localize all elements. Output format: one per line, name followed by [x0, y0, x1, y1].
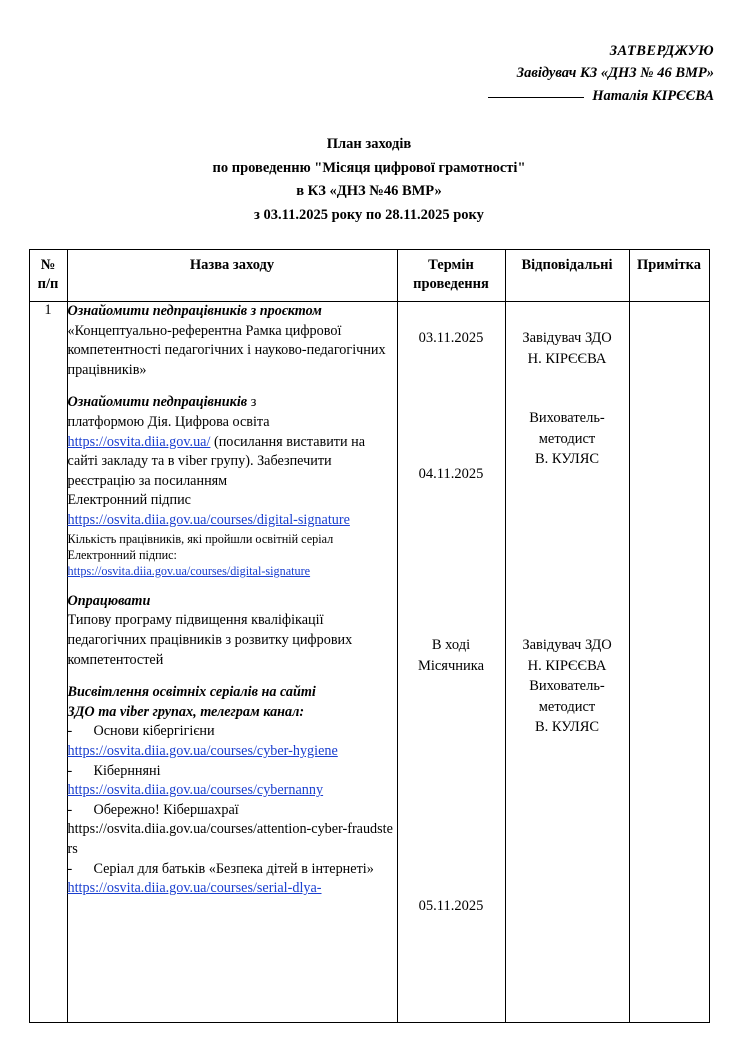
title-line-1: План заходів [326, 136, 412, 153]
row-terms [397, 302, 505, 1023]
activity-2-link3-row [68, 563, 397, 579]
bullet-2-label: Кібернняні [93, 762, 161, 779]
responsible-1 [506, 328, 629, 369]
row-responsible [505, 302, 629, 1023]
term-3 [398, 635, 505, 676]
activity-1-text: «Концептуально-референтна Рамка цифрової компетентності педагогічних і науково-педагогічних працівників» [67, 322, 386, 378]
digital-signature-link[interactable]: https://osvita.diia.gov.ua/courses/digital-signature [67, 511, 350, 528]
activity-2-link-row [68, 433, 397, 492]
cybernanny-link[interactable]: https://osvita.diia.gov.ua/courses/cybernanny [67, 782, 324, 799]
table-row [29, 302, 709, 1023]
activity-2-link2-row [68, 511, 397, 531]
header-term-line1: Термін [428, 257, 474, 274]
title-line-3: в КЗ «ДНЗ №46 ВМР» [296, 183, 442, 200]
activity-3-heading: Опрацювати [67, 592, 151, 609]
responsible-3-line2: Н. КІРЄЄВА [527, 657, 607, 674]
table-header-row [29, 250, 709, 302]
platform-link[interactable]: https://osvita.diia.gov.ua/ [67, 433, 211, 450]
activity-1-heading: Ознайомити педпрацівників з проєктом [67, 303, 322, 320]
dash-marker: - [67, 860, 73, 877]
title-line-2: по проведенню "Місяця цифрової грамотності" [212, 159, 526, 176]
title-line-4: з 03.11.2025 року по 28.11.2025 року [254, 206, 484, 223]
activity-2-text-b: (посилання виставити на сайті закладу та в viber групу). Забезпечити реєстрацію за посиланням [67, 433, 366, 489]
row-note [629, 302, 709, 1023]
signature-underline [488, 97, 584, 98]
page-title [0, 133, 738, 227]
bullet-4-label: Серіал для батьків «Безпека дітей в інтернеті» [93, 860, 374, 877]
term-4: 05.11.2025 [418, 898, 484, 915]
approval-signature-line [0, 85, 714, 107]
responsible-3-line1: Завідувач ЗДО [522, 637, 612, 654]
list-item [68, 722, 397, 742]
responsible-2-line1: Вихователь- [529, 410, 605, 427]
activity-item-2 [68, 393, 397, 578]
activity-4-heading-line1: Висвітлення освітніх серіалів на сайті [67, 684, 316, 701]
cyber-hygiene-link[interactable]: https://osvita.diia.gov.ua/courses/cyber-hygiene [67, 743, 338, 759]
activity-2-text-a: платформою Дія. Цифрова освіта [67, 414, 270, 430]
term-3-line2: Місячника [417, 657, 485, 674]
responsible-3-line3: Вихователь- [529, 678, 605, 695]
bullet-3-label: Обережно! Кібершахраї [93, 801, 239, 818]
dash-marker: - [67, 801, 73, 818]
header-name: Назва заходу [67, 250, 397, 302]
header-term-line2: проведення [413, 276, 489, 293]
responsible-3-line5: В. КУЛЯС [534, 719, 600, 736]
activity-2-heading-tail: з [247, 394, 257, 411]
header-responsible: Відповідальні [505, 250, 629, 302]
bullet-1-link-row [68, 742, 397, 762]
approval-block [0, 40, 714, 107]
responsible-3-line4: методист [538, 698, 596, 715]
activity-2-text-c: Електронний підпис [67, 492, 191, 509]
activity-2-note: Кількість працівників, які пройшли освітній серіал Електронний підпис: [67, 531, 334, 562]
list-item [68, 801, 397, 821]
attention-cyber-fraudsters-link: https://osvita.diia.gov.ua/courses/attention-cyber-fraudsters [67, 821, 393, 857]
responsible-1-line1: Завідувач ЗДО [522, 330, 612, 347]
responsible-2-line3: В. КУЛЯС [534, 451, 600, 468]
responsible-2 [506, 408, 629, 470]
bullet-1-label: Основи кібергігієни [93, 723, 215, 740]
header-note: Примітка [629, 250, 709, 302]
activity-2-heading-row [68, 393, 397, 413]
row-activities [67, 302, 397, 1023]
activity-item-1 [68, 302, 397, 380]
dash-marker: - [67, 762, 73, 779]
term-1: 03.11.2025 [418, 330, 484, 347]
dash-marker: - [67, 723, 73, 740]
digital-signature-link-repeat[interactable]: https://osvita.diia.gov.ua/courses/digital-signature [67, 563, 311, 578]
activity-3-text: Типову програму підвищення кваліфікації педагогічних працівників з розвитку цифрових компетентостей [67, 612, 353, 668]
term-2: 04.11.2025 [418, 466, 484, 483]
header-num-line1: № [40, 257, 56, 274]
list-item [68, 860, 397, 880]
approval-signer: Наталія КІРЄЄВА [592, 87, 714, 104]
header-num [29, 250, 67, 302]
plan-table [29, 249, 710, 1023]
term-3-line1: В ході [431, 637, 471, 654]
bullet-2-link-row [68, 781, 397, 801]
header-term [397, 250, 505, 302]
activity-item-4 [68, 683, 397, 899]
activity-2-heading: Ознайомити педпрацівників [67, 394, 248, 411]
activity-4-heading-line2: ЗДО та viber групах, телеграм канал: [67, 703, 305, 720]
bullet-4-link-row [68, 879, 397, 899]
responsible-1-line2: Н. КІРЄЄВА [527, 350, 607, 367]
approval-position: Завідувач КЗ «ДНЗ № 46 ВМР» [516, 65, 714, 82]
row-number: 1 [29, 302, 67, 1023]
bullet-3-link-row [68, 820, 397, 859]
document-page [0, 40, 738, 1042]
list-item [68, 762, 397, 782]
responsible-2-line2: методист [538, 430, 596, 447]
serial-dlya-batkiv-link[interactable]: https://osvita.diia.gov.ua/courses/serial-dlya- [67, 880, 322, 897]
responsible-3 [506, 635, 629, 738]
activity-item-3 [68, 592, 397, 670]
approval-word: ЗАТВЕРДЖУЮ [609, 43, 714, 59]
header-num-line2: п/п [37, 276, 59, 293]
